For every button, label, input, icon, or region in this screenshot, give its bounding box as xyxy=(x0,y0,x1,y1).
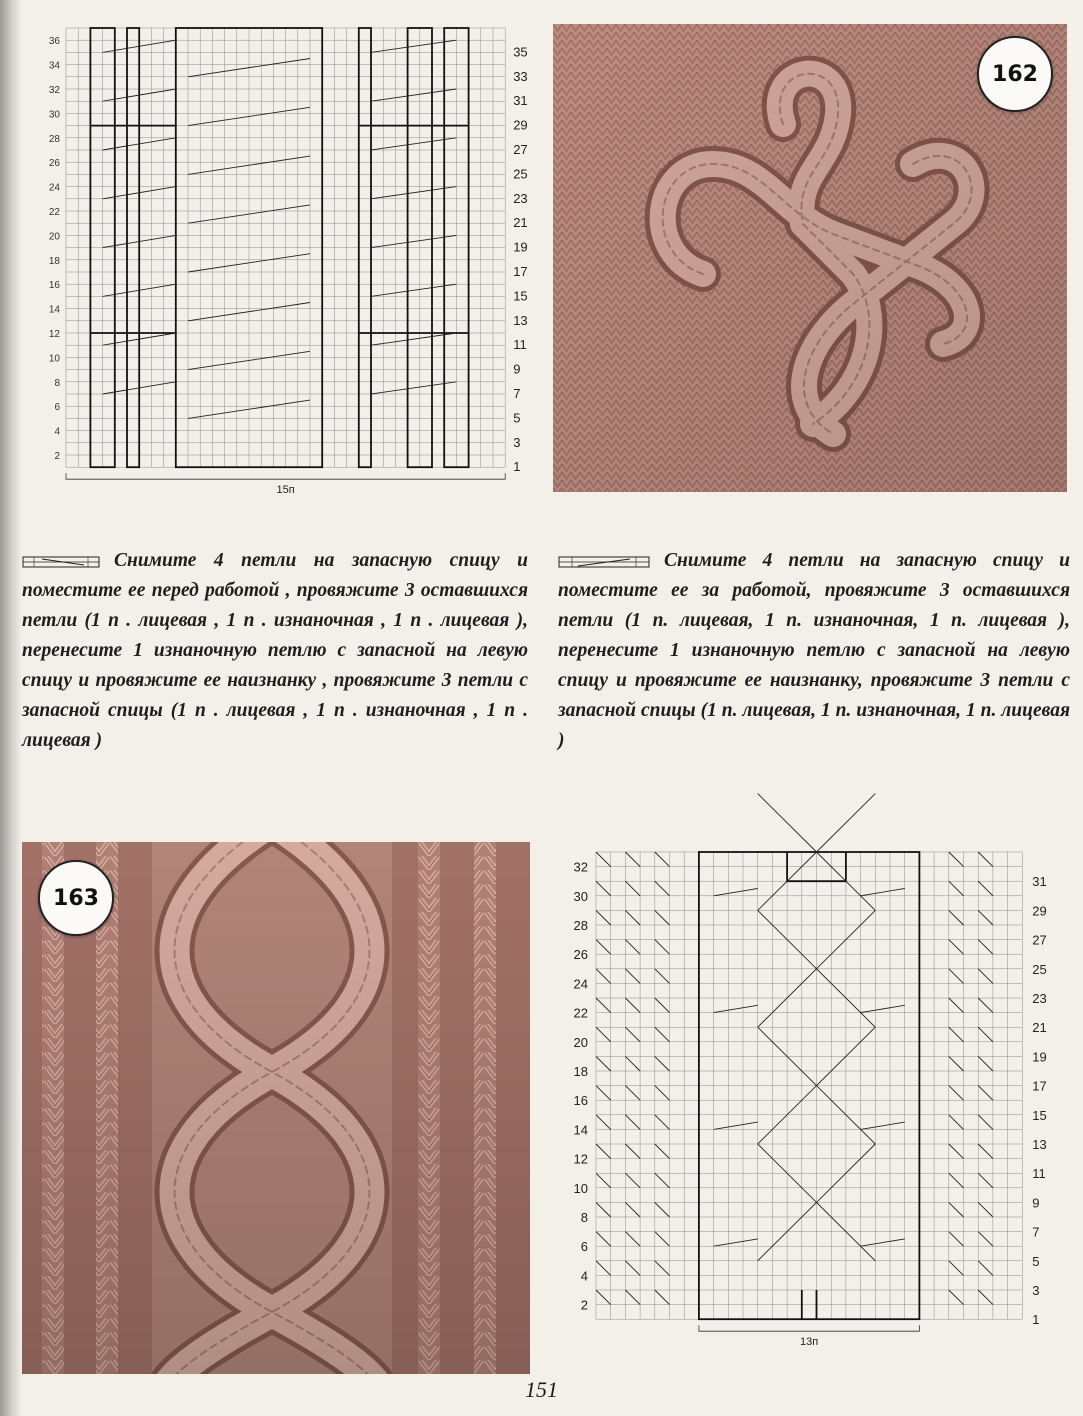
photo-162 xyxy=(553,24,1067,492)
row-number: 30 xyxy=(48,109,60,121)
row-number: 2 xyxy=(580,1297,588,1313)
row-number: 6 xyxy=(580,1239,588,1255)
pattern-number: 162 xyxy=(992,61,1038,87)
chart-162-grid-lines xyxy=(66,28,505,467)
row-number: 17 xyxy=(1032,1078,1047,1094)
caption-163 xyxy=(558,546,1070,756)
row-number: 15 xyxy=(513,288,528,304)
row-number: 9 xyxy=(513,361,521,377)
row-number: 29 xyxy=(513,117,528,133)
row-number: 35 xyxy=(513,44,528,60)
pattern-number-badge xyxy=(977,36,1053,112)
row-number: 1 xyxy=(1032,1312,1040,1328)
stitch-count: 15п xyxy=(276,484,295,497)
row-number: 28 xyxy=(48,133,60,145)
row-number: 16 xyxy=(48,280,60,292)
row-number: 5 xyxy=(1032,1253,1040,1269)
row-number: 12 xyxy=(573,1151,588,1167)
row-number: 11 xyxy=(513,337,527,353)
row-number: 13 xyxy=(1032,1137,1047,1152)
caption-163-text: Снимите 4 петли на запасную спицу и поместите ее за работой, провяжите 3 оставшихся петли (1 п. лицевая, 1 п. изнаночная, 1 п. лицевая ), перенесите 1 изнаночную петлю с запасной на левую спицу и провяжите ее наизнанку, провяжите 3 петли с запасной спицы (1 п. лицевая, 1 п. изнаночная, 1 п. лицевая ) xyxy=(558,550,1070,751)
chart-162-grid xyxy=(30,22,530,532)
row-number: 3 xyxy=(513,434,521,450)
row-number: 19 xyxy=(513,239,528,255)
caption-162-text: Снимите 4 петли на запасную спицу и поместите ее перед работой , провяжите 3 оставшихся петли (1 п . лицевая , 1 п . изнаночная , 1 п . лицевая ), перенесите 1 изнаночную петлю с запасной на левую спицу и провяжите ее наизнанку , провяжите 3 петли с запасной спицы (1 п . лицевая , 1 п . изнаночная , 1 п . лицевая ) xyxy=(22,550,528,751)
chart-163-grid xyxy=(556,846,1076,1349)
row-number: 20 xyxy=(48,231,60,243)
stitch-count-bracket xyxy=(699,1325,920,1331)
row-number: 4 xyxy=(580,1268,588,1284)
row-number: 34 xyxy=(48,60,60,72)
row-number: 17 xyxy=(513,264,528,279)
row-number: 31 xyxy=(513,93,528,109)
row-number: 7 xyxy=(513,386,521,401)
row-number: 3 xyxy=(1032,1283,1040,1298)
page-number xyxy=(0,1377,1083,1403)
row-number: 11 xyxy=(1032,1166,1046,1182)
row-number: 25 xyxy=(1032,961,1047,977)
chart-163 xyxy=(556,846,1076,1349)
row-number: 32 xyxy=(48,85,60,96)
row-number: 23 xyxy=(513,190,528,206)
row-number: 6 xyxy=(54,402,60,414)
row-number: 33 xyxy=(513,68,528,84)
row-number: 12 xyxy=(48,329,60,340)
row-number: 21 xyxy=(1032,1020,1047,1036)
row-number: 20 xyxy=(573,1034,588,1050)
row-number: 13 xyxy=(513,312,528,328)
stitch-count: 13п xyxy=(800,1336,819,1349)
row-number: 26 xyxy=(573,947,588,963)
row-number: 9 xyxy=(1032,1195,1040,1211)
row-number: 18 xyxy=(573,1064,588,1079)
row-number: 30 xyxy=(573,888,588,904)
row-number: 32 xyxy=(573,859,588,875)
row-number: 27 xyxy=(1032,932,1047,948)
row-number: 10 xyxy=(48,353,60,365)
row-number: 4 xyxy=(54,426,60,438)
chart-163-twist-stitches xyxy=(596,852,993,1305)
row-number: 36 xyxy=(48,36,60,48)
row-number: 18 xyxy=(48,255,60,267)
row-number: 22 xyxy=(48,207,60,218)
row-number: 2 xyxy=(54,451,60,462)
row-number: 10 xyxy=(573,1180,588,1196)
photo-163 xyxy=(22,842,530,1374)
pattern-number: 163 xyxy=(53,885,99,911)
row-number: 8 xyxy=(54,377,60,389)
pattern-number-badge xyxy=(38,860,114,936)
row-number: 16 xyxy=(573,1093,588,1109)
stitch-count-bracket xyxy=(66,473,505,479)
row-number: 7 xyxy=(1032,1224,1040,1240)
row-number: 5 xyxy=(513,410,521,426)
row-number: 25 xyxy=(513,166,528,182)
row-number: 14 xyxy=(48,304,60,316)
row-number: 22 xyxy=(573,1005,588,1021)
chart-163-grid-lines xyxy=(596,852,1022,1319)
row-number: 23 xyxy=(1032,991,1047,1006)
chart-162-cable-crossings xyxy=(103,40,457,418)
cable-back-symbol xyxy=(558,555,650,569)
row-number: 15 xyxy=(1032,1107,1047,1123)
row-number: 31 xyxy=(1032,874,1047,890)
row-number: 21 xyxy=(513,215,528,231)
chart-162 xyxy=(30,22,530,532)
row-number: 19 xyxy=(1032,1049,1047,1065)
row-number: 8 xyxy=(580,1210,588,1225)
row-number: 1 xyxy=(513,459,521,475)
row-number: 14 xyxy=(573,1122,588,1138)
row-number: 28 xyxy=(573,918,588,933)
row-number: 26 xyxy=(48,158,60,170)
cable-front-symbol xyxy=(22,555,100,569)
scan-edge-shadow xyxy=(0,0,22,1416)
row-number: 24 xyxy=(48,182,60,194)
row-number: 27 xyxy=(513,142,528,157)
row-number: 29 xyxy=(1032,903,1047,919)
page-number-text: 151 xyxy=(525,1377,558,1402)
caption-162 xyxy=(22,546,528,756)
row-number: 24 xyxy=(573,976,588,992)
